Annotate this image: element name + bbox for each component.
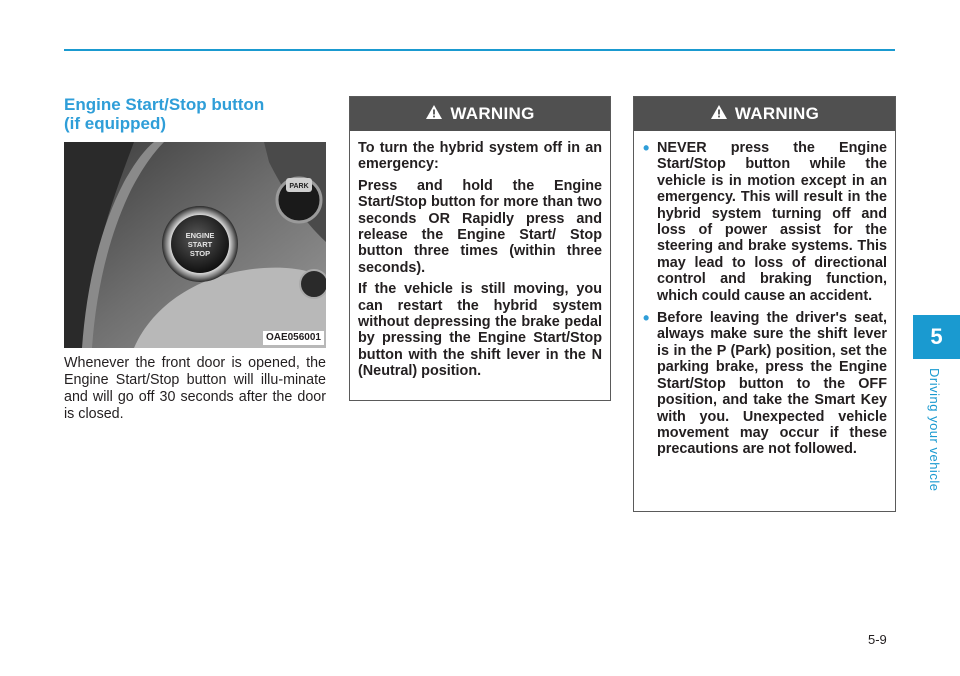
- warning-box-left: [349, 96, 611, 401]
- top-rule: [64, 49, 895, 51]
- section-body-text: Whenever the front door is opened, the Engine Start/Stop button will illu-minate and will go off 30 seconds after the door is closed.: [64, 355, 326, 422]
- warning-body: [634, 131, 895, 458]
- warning-header: [350, 97, 610, 131]
- section-title: [64, 95, 334, 133]
- warning-triangle-icon: [710, 104, 728, 125]
- warning-list-item: • Before leaving the driver's seat, always make sure the shift lever is in the P (Park) position, set the parking brake, press the Engine Start/Stop button to the OFF position, and take the Smart Key with you. Unexpected vehicle movement may occur if these precautions are not followed.: [642, 310, 887, 458]
- warning-paragraph: Press and hold the Engine Start/Stop button for more than two seconds OR Rapidly press and release the Engine Start/ Stop button three times (within three seconds).: [358, 177, 602, 276]
- warning-body: [350, 131, 610, 380]
- warning-paragraph: If the vehicle is still moving, you can restart the hybrid system without depressing the brake pedal by pressing the Engine Start/Stop button with the shift lever in the N (Neutral) position.: [358, 281, 602, 380]
- chapter-title: Driving your vehicle: [927, 368, 942, 492]
- button-label-stop: STOP: [189, 249, 211, 258]
- warning-list: [642, 140, 887, 458]
- page-number: 5-9: [868, 632, 887, 647]
- warning-paragraph: To turn the hybrid system off in an emergency:: [358, 140, 602, 173]
- park-button-label: PARK: [289, 183, 309, 190]
- photo-code: OAE056001: [263, 331, 324, 345]
- warning-header: [634, 97, 895, 131]
- chapter-number-tab: 5: [913, 315, 960, 359]
- section-title-line1: Engine Start/Stop button: [64, 95, 265, 114]
- warning-title: WARNING: [450, 104, 535, 123]
- section-title-line2: (if equipped): [64, 114, 166, 133]
- warning-box-right: [633, 96, 896, 512]
- engine-start-button-photo: [64, 142, 326, 348]
- button-label-start: START: [187, 240, 213, 249]
- warning-title: WARNING: [734, 104, 820, 123]
- button-label-engine: ENGINE: [185, 231, 215, 240]
- warning-list-item: • NEVER press the Engine Start/Stop button while the vehicle is in motion except in an emergency. This will result in the hybrid system turning off and loss of power assist for the steering and brake systems. This may lead to loss of directional control and braking function, which could cause an accident.: [642, 140, 887, 304]
- warning-triangle-icon: [425, 104, 443, 125]
